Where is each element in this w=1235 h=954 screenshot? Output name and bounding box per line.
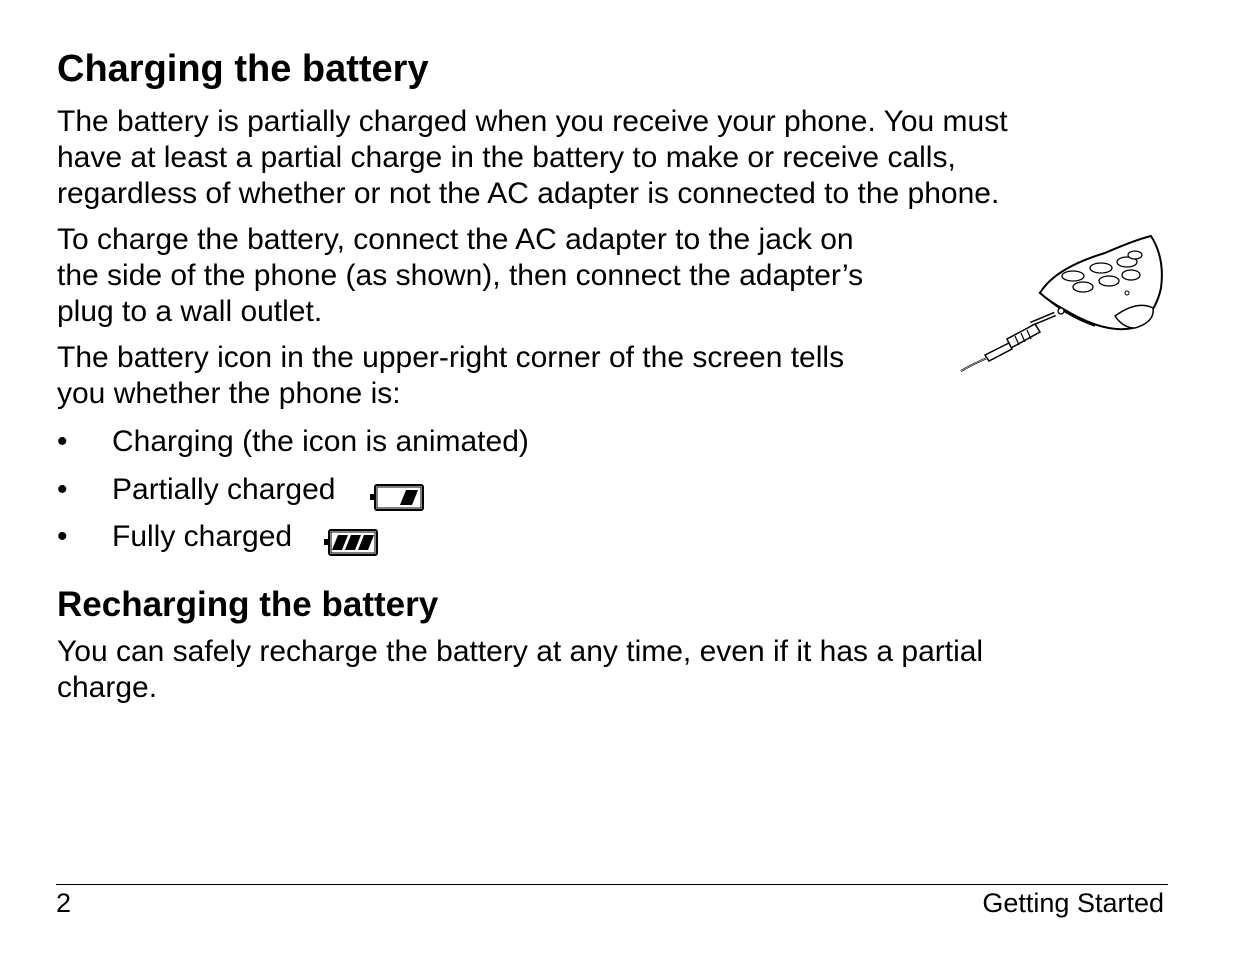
page-number: 2 bbox=[56, 888, 72, 918]
recharge-line-2: charge. bbox=[57, 671, 158, 704]
charge-instructions-paragraph bbox=[57, 222, 863, 330]
recharge-paragraph bbox=[57, 634, 983, 706]
charge-line-3: plug to a wall outlet. bbox=[57, 295, 323, 328]
bullet-partially-charged: Partially charged bbox=[112, 473, 336, 506]
phone-adapter-illustration bbox=[955, 228, 1170, 378]
intro-line-1: The battery is partially charged when you receive your phone. You must bbox=[57, 105, 1008, 138]
battery-partial-icon bbox=[368, 481, 426, 513]
bullet-charging: Charging (the icon is animated) bbox=[112, 425, 529, 458]
bullet-fully-charged: Fully charged bbox=[112, 520, 293, 553]
intro-line-2: have at least a partial charge in the battery to make or receive calls, bbox=[57, 141, 956, 174]
charge-line-2: the side of the phone (as shown), then connect the adapter’s bbox=[57, 259, 864, 292]
battery-icon-paragraph bbox=[57, 340, 844, 412]
battery-full-icon bbox=[322, 526, 380, 558]
battery-icon-line-2: you whether the phone is: bbox=[57, 377, 401, 410]
intro-paragraph bbox=[57, 104, 1008, 212]
bullet-marker: • bbox=[57, 520, 68, 553]
bullet-marker: • bbox=[57, 473, 68, 506]
page-heading: Charging the battery bbox=[57, 48, 429, 90]
battery-icon-line-1: The battery icon in the upper-right corner of the screen tells bbox=[57, 341, 845, 374]
footer-divider bbox=[56, 884, 1168, 885]
recharge-line-1: You can safely recharge the battery at any time, even if it has a partial bbox=[57, 635, 984, 668]
intro-line-3: regardless of whether or not the AC adapter is connected to the phone. bbox=[57, 177, 1000, 210]
footer-section-name: Getting Started bbox=[982, 888, 1164, 918]
bullet-marker: • bbox=[57, 425, 68, 458]
charge-line-1: To charge the battery, connect the AC adapter to the jack on bbox=[57, 223, 854, 256]
recharge-heading: Recharging the battery bbox=[57, 585, 439, 624]
